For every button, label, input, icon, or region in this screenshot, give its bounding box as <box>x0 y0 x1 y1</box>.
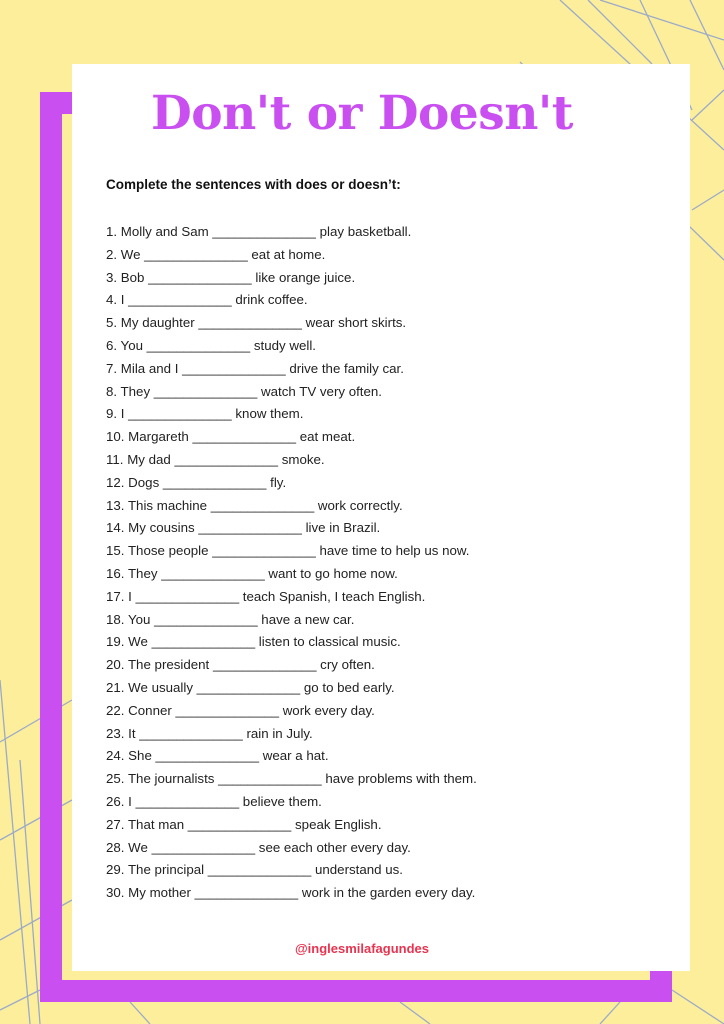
exercise-sentence: 3. Bob ______________ like orange juice. <box>106 269 356 285</box>
exercise-sentence: 5. My daughter ______________ wear short skirts. <box>106 315 407 331</box>
exercise-sentence: 15. Those people ______________ have time to help us now. <box>106 543 470 559</box>
exercise-sentence: 20. The president ______________ cry often. <box>106 657 375 673</box>
exercise-sentence: 13. This machine ______________ work correctly. <box>106 497 403 513</box>
exercise-sentence: 1. Molly and Sam ______________ play basketball. <box>106 224 412 239</box>
exercise-sentence: 25. The journalists ______________ have problems with them. <box>106 771 477 787</box>
exercise-sentence: 28. We ______________ see each other every day. <box>106 839 411 855</box>
exercise-sentence-list <box>106 221 477 905</box>
exercise-sentence: 16. They ______________ want to go home now. <box>106 565 398 581</box>
social-handle-footer: @inglesmilafagundes <box>294 941 430 956</box>
exercise-sentence: 17. I ______________ teach Spanish, I teach English. <box>106 588 426 604</box>
exercise-sentence: 11. My dad ______________ smoke. <box>106 451 325 467</box>
exercise-sentence: 2. We ______________ eat at home. <box>106 246 326 262</box>
exercise-sentence: 24. She ______________ wear a hat. <box>106 748 329 764</box>
exercise-sentence: 27. That man ______________ speak English. <box>106 816 382 832</box>
exercise-sentence: 23. It ______________ rain in July. <box>106 725 313 741</box>
exercise-sentence: 9. I ______________ know them. <box>106 406 304 422</box>
exercise-sentence: 26. I ______________ believe them. <box>106 793 322 809</box>
exercise-sentence: 14. My cousins ______________ live in Brazil. <box>106 520 381 536</box>
exercise-sentence: 10. Margareth ______________ eat meat. <box>106 429 356 445</box>
exercise-sentence: 4. I ______________ drink coffee. <box>106 292 308 308</box>
instructions-text: Complete the sentences with does or doesn’t: <box>106 177 401 192</box>
exercise-sentence: 22. Conner ______________ work every day. <box>106 702 375 718</box>
exercise-sentence: 7. Mila and I ______________ drive the family car. <box>106 360 404 376</box>
exercise-sentence: 18. You ______________ have a new car. <box>106 611 355 627</box>
exercise-sentence: 21. We usually ______________ go to bed early. <box>106 679 395 695</box>
exercise-sentence: 6. You ______________ study well. <box>106 337 316 353</box>
exercise-sentence: 8. They ______________ watch TV very often. <box>106 383 382 399</box>
exercise-sentence: 19. We ______________ listen to classical music. <box>106 634 401 650</box>
exercise-sentence: 29. The principal ______________ understand us. <box>106 862 403 878</box>
exercise-sentence: 30. My mother ______________ work in the garden every day. <box>106 885 476 901</box>
worksheet-title: Don't or Doesn't <box>151 86 573 141</box>
exercise-sentence: 12. Dogs ______________ fly. <box>106 474 287 490</box>
